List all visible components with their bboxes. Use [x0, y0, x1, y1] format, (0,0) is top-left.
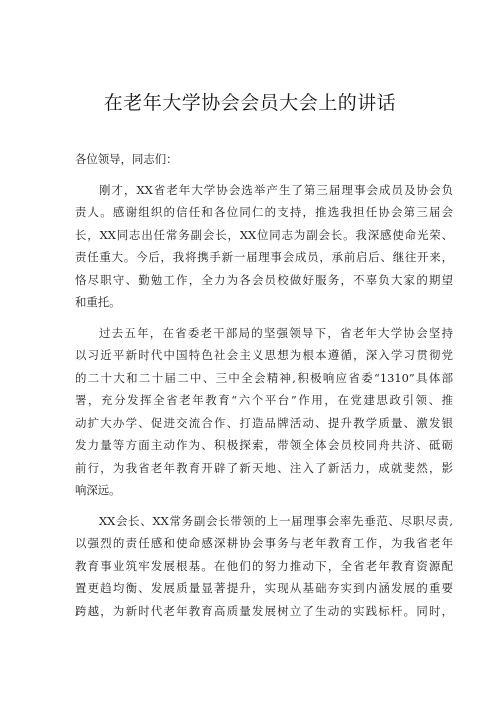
- paragraph-line: 跨越，为新时代老年教育高质量发展树立了生动的实践标杆。同时，: [75, 603, 453, 618]
- paragraph-1: [75, 179, 453, 314]
- paragraph-2: [75, 322, 453, 502]
- paragraph-line: 恪尽职守、勤勉工作，全力为各会员校做好服务，不辜负大家的期望: [75, 272, 453, 287]
- paragraph-gap: [75, 171, 453, 179]
- paragraph-line: 长，XX同志出任常务副会长，XX位同志为副会长。我深感使命光荣、: [75, 227, 453, 242]
- paragraph-line: 发力量等方面主动作为、积极探索，带领全体会员校同舟共济、砥砺: [75, 438, 453, 452]
- paragraph-line: 置更趋均衡、发展质量显著提升，实现从基础夯实到内涵发展的重要: [75, 581, 453, 595]
- paragraph-line: 刚才，XX省老年大学协会选举产生了第三届理事会成员及协会负: [99, 182, 453, 197]
- document-body: [75, 148, 453, 622]
- paragraph-line: 署，充分发挥全省老年教育“六个平台”作用，在党建思政引领、推: [75, 393, 453, 407]
- paragraph-line: 教育事业筑牢发展根基。在他们的努力推动下，全省老年教育资源配: [75, 558, 453, 573]
- paragraph-line: 动扩大办学、促进交流合作、打造品牌活动、提升教学质量、激发银: [75, 415, 453, 430]
- paragraph-line: XX会长、XX常务副会长带领的上一届理事会率先垂范、尽职尽责,: [99, 513, 453, 528]
- paragraph-gap: [75, 314, 453, 322]
- paragraph-line: 责人。感谢组织的信任和各位同仁的支持，推选我担任协会第三届会: [75, 205, 453, 219]
- document-title: 在老年大学协会会员大会上的讲话: [103, 92, 397, 114]
- paragraph-line: 责任重大。今后，我将携手新一届理事会成员，承前启后、继往开来，: [75, 250, 453, 264]
- paragraph-line: 过去五年，在省委老干部局的坚强领导下，省老年大学协会坚持: [99, 325, 453, 340]
- salutation: 各位领导，同志们：: [75, 152, 178, 166]
- paragraph-line: 和重托。: [75, 295, 121, 309]
- paragraph-line: 响深远。: [75, 483, 121, 497]
- paragraph-3: [75, 510, 453, 623]
- paragraph-line: 的二十大和二十届二中、三中全会精神,积极响应省委“1310”具体部: [75, 370, 453, 385]
- paragraph-gap: [75, 502, 453, 510]
- paragraph-line: 前行，为我省老年教育开辟了新天地、注入了新活力，成就斐然，影: [75, 460, 453, 475]
- paragraph-line: 以强烈的责任感和使命感深耕协会事务与老年教育工作，为我省老年: [75, 536, 453, 550]
- paragraph-line: 以习近平新时代中国特色社会主义思想为根本遵循，深入学习贯彻党: [75, 348, 453, 362]
